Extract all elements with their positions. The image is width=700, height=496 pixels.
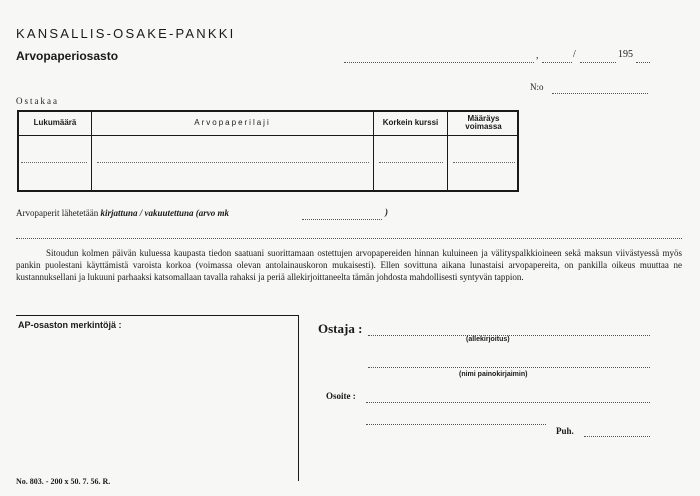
delivery-close: ): [385, 207, 388, 217]
place-field[interactable]: [344, 62, 534, 63]
table-row[interactable]: [453, 162, 515, 163]
delivery-prefix: Arvopaperit lähetetään: [16, 208, 99, 218]
year-prefix: 195: [618, 49, 633, 60]
department-title: Arvopaperiosasto: [16, 49, 119, 63]
date-comma: ,: [536, 50, 539, 61]
delivery-option-registered[interactable]: kirjattuna: [100, 208, 138, 218]
table-row[interactable]: [97, 162, 369, 163]
form-number: No. 803. - 200 x 50. 7. 56. R.: [16, 477, 111, 486]
column-header-order-valid-bottom: voimassa: [465, 122, 502, 131]
bank-name: KANSALLIS-OSAKE-PANKKI: [16, 26, 236, 41]
day-field[interactable]: [542, 62, 572, 63]
number-label: N:o: [530, 82, 544, 92]
delivery-separator: /: [139, 208, 143, 218]
signature-label: (allekirjoitus): [466, 336, 510, 343]
address-second-line-field[interactable]: [366, 424, 546, 425]
printed-name-field[interactable]: [368, 367, 650, 368]
month-field[interactable]: [580, 62, 616, 63]
column-header-order-valid-top: Määräys: [467, 114, 500, 123]
terms-paragraph: Sitoudun kolmen päivän kuluessa kaupasta tiedon saatuani suorittamaan ostettujen arvopapereiden hinnan kuluineen ja välityspalkkioineen sekä maksun viivästyessä myös pankin puolestani käyttämistä varoista korkoa (voimassa olevan antolainauskoron mukaisesti). Ellen sovittuna aikana lunastaisi arvopapereita, on pankilla oikeus muuttaa ne kustannuksellani ja lukuuni parhaaksi katsomallaan tavalla rahaksi ja periä allekirjoittaneelta tämän johdosta mahdollisesti syntyvän tappion.: [16, 248, 682, 282]
delivery-extra-line[interactable]: [16, 238, 682, 239]
phone-field[interactable]: [584, 436, 650, 437]
column-header-quantity: Lukumäärä: [33, 118, 77, 127]
printed-name-label: (nimi painokirjaimin): [459, 371, 528, 378]
number-field[interactable]: [552, 93, 648, 94]
buyer-label: Ostaja :: [318, 321, 363, 336]
table-row[interactable]: [379, 162, 443, 163]
phone-label: Puh.: [556, 426, 574, 436]
column-header-max-price: Korkein kurssi: [382, 118, 439, 127]
column-header-security-type: Arvopaperilaji: [194, 118, 271, 127]
ap-notes-label: AP-osaston merkintöjä :: [18, 320, 122, 330]
delivery-value-field[interactable]: [302, 219, 382, 220]
table-row[interactable]: [21, 162, 87, 163]
delivery-line: [16, 208, 229, 218]
delivery-option-insured[interactable]: vakuutettuna: [144, 208, 194, 218]
address-field[interactable]: [366, 402, 650, 403]
column-header-order-valid: [448, 112, 519, 134]
delivery-value-label: (arvo mk: [195, 208, 230, 218]
ap-notes-box[interactable]: [16, 315, 299, 481]
year-field[interactable]: [636, 62, 650, 63]
address-label: Osoite :: [326, 391, 356, 401]
buyer-section-label: Ostakaa: [16, 96, 59, 106]
date-slash: /: [573, 49, 576, 60]
order-table: [17, 110, 519, 192]
